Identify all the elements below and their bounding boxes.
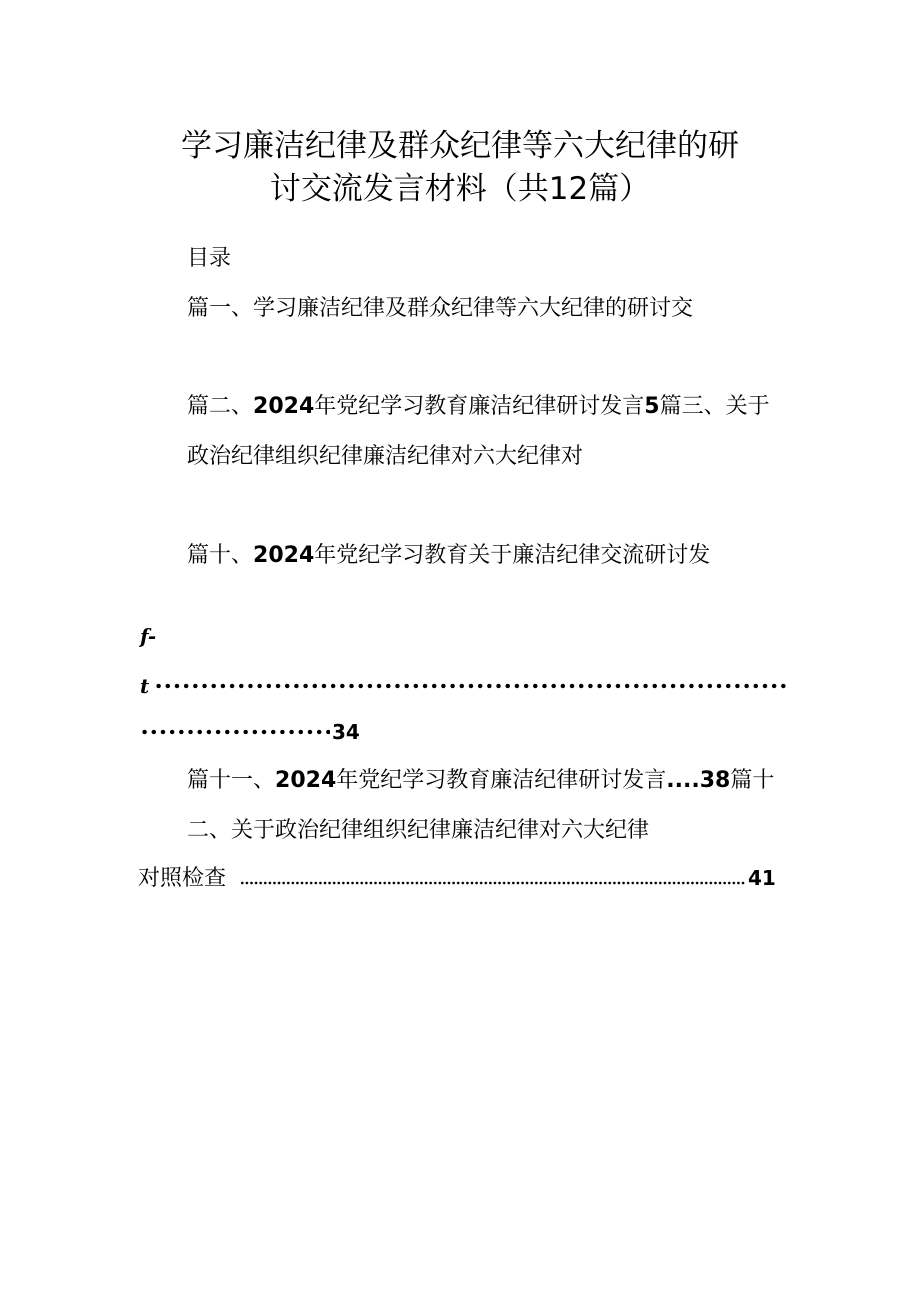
toc-entry-10-page: 34 xyxy=(332,720,360,744)
toc-entry-3-start: 篇三、关于 xyxy=(659,394,770,419)
toc-dot-leader-1 xyxy=(154,682,786,690)
toc-entry-1: 篇一、学习廉洁纪律及群众纪律等六大纪律的研讨交 xyxy=(187,296,694,321)
toc-heading: 目录 xyxy=(187,246,232,271)
toc-entry-11 xyxy=(187,770,774,792)
toc-entry-2-page: 5 xyxy=(644,394,660,419)
toc-entry-12-page: 41 xyxy=(748,866,776,890)
toc-fragment-t: t xyxy=(140,674,150,698)
toc-entry-12-line: 二、关于政治纪律组织纪律廉洁纪律对六大纪律 xyxy=(187,818,650,843)
toc-entry-10-prefix: 篇十、 xyxy=(187,543,254,568)
toc-dot-leader-2 xyxy=(140,728,330,736)
document-title-line-2: 讨交流发言材料（共12篇） xyxy=(269,171,651,207)
toc-entry-10-text: 年党纪学习教育关于廉洁纪律交流研讨发 xyxy=(314,543,711,568)
toc-entry-2-year: 2024 xyxy=(253,394,315,419)
toc-entry-12-end: 对照检查 xyxy=(138,866,227,891)
toc-entry-10-year: 2024 xyxy=(253,543,315,568)
toc-entry-2-text: 年党纪学习教育廉洁纪律研讨发言 xyxy=(314,394,645,419)
toc-entry-12-leader xyxy=(240,881,746,885)
toc-entry-10 xyxy=(187,545,710,567)
toc-entry-11-text: 年党纪学习教育廉洁纪律研讨发言 xyxy=(336,768,667,793)
toc-fragment-f: f- xyxy=(140,624,157,648)
toc-entry-11-prefix: 篇十一、 xyxy=(187,768,276,793)
document-title-line-1: 学习廉洁纪律及群众纪律等六大纪律的研 xyxy=(181,128,739,164)
toc-entry-12-start: 篇十 xyxy=(730,768,775,793)
toc-entry-11-year: 2024 xyxy=(275,768,337,793)
toc-entry-11-page: 38 xyxy=(699,768,731,793)
toc-entry-3-rest: 政治纪律组织纪律廉洁纪律对六大纪律对 xyxy=(187,444,584,469)
toc-entry-2 xyxy=(187,396,770,418)
toc-entry-2-prefix: 篇二、 xyxy=(187,394,254,419)
toc-entry-11-dots: .... xyxy=(666,768,700,793)
